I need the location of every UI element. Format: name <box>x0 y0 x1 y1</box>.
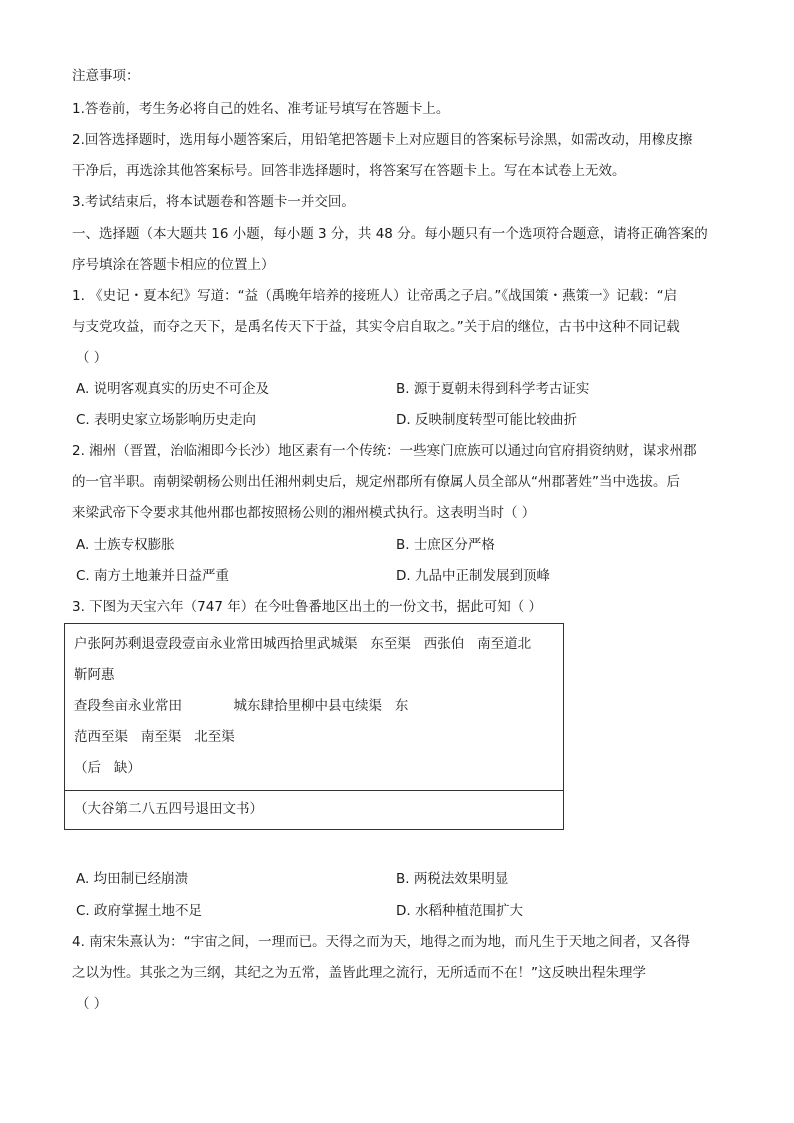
question-1-line-2: 与支党攻益，而夺之天下，是禹名传天下于益，其实令启自取之。”关于启的继位，古书中这种不同记载 <box>72 319 680 335</box>
document-line-5: （后 缺） <box>74 760 141 776</box>
question-2-option-a: A. 士族专权膨胀 <box>76 537 175 553</box>
note-item-1: 1.答卷前，考生务必将自己的姓名、准考证号填写在答题卡上。 <box>72 101 450 117</box>
question-1-option-d: D. 反映制度转型可能比较曲折 <box>396 412 577 428</box>
question-2-line-2: 的一官半职。南朝梁朝杨公则出任湘州刺史后，规定州郡所有僚属人员全部从“州郡著姓”当中选拔。后 <box>72 474 680 490</box>
document-line-3: 查段叁亩永业常田 城东肆拾里柳中县屯续渠 东 <box>74 698 409 714</box>
question-4-line-2: 之以为性。其张之为三纲，其纪之为五常，盖皆此理之流行，无所适而不在！”这反映出程朱理学 <box>72 965 646 981</box>
note-item-3: 3.考试结束后，将本试题卷和答题卡一并交回。 <box>72 194 355 210</box>
question-3-option-a: A. 均田制已经崩溃 <box>76 871 189 887</box>
question-1-option-a: A. 说明客观真实的历史不可企及 <box>76 381 270 397</box>
question-2-line-3: 来梁武帝下令要求其他州郡也都按照杨公则的湘州模式执行。这表明当时（ ） <box>72 505 536 521</box>
question-3-line-1: 3. 下图为天宝六年（747 年）在今吐鲁番地区出土的一份文书，据此可知（ ） <box>72 599 543 615</box>
question-4-line-1: 4. 南宋朱熹认为：“宇宙之间，一理而已。天得之而为天，地得之而为地，而凡生于天地之间者，又各得 <box>72 934 691 950</box>
question-2-option-d: D. 九品中正制发展到顶峰 <box>396 568 550 584</box>
document-box <box>64 623 564 830</box>
document-caption: （大谷第二八五四号退田文书） <box>74 801 263 817</box>
question-3-option-b: B. 两税法效果明显 <box>396 871 509 887</box>
note-item-2-line-2: 干净后，再选涂其他答案标号。回答非选择题时，将答案写在答题卡上。写在本试卷上无效。 <box>72 163 626 179</box>
question-2-option-b: B. 士庶区分严格 <box>396 537 495 553</box>
document-divider <box>65 790 563 791</box>
question-2-line-1: 2. 湘州（晋置，治临湘即今长沙）地区素有一个传统：一些寒门庶族可以通过向官府捐资纳财，谋求州郡 <box>72 443 697 459</box>
question-1-option-c: C. 表明史家立场影响历史走向 <box>76 412 257 428</box>
document-line-2: 靳阿惠 <box>74 667 115 683</box>
question-1-option-b: B. 源于夏朝未得到科学考古证实 <box>396 381 590 397</box>
question-2-option-c: C. 南方土地兼并日益严重 <box>76 568 230 584</box>
document-line-4: 范西至渠 南至渠 北至渠 <box>74 729 235 745</box>
section-heading-line-1: 一、选择题（本大题共 16 小题，每小题 3 分，共 48 分。每小题只有一个选项符合题意，请将正确答案的 <box>72 226 708 242</box>
question-3-option-c: C. 政府掌握土地不足 <box>76 903 203 919</box>
question-1-blank: （ ） <box>76 350 108 366</box>
note-item-2-line-1: 2.回答选择题时，选用每小题答案后，用铅笔把答题卡上对应题目的答案标号涂黑，如需改动，用橡皮擦 <box>72 132 693 148</box>
question-1-line-1: 1. 《史记・夏本纪》写道：“益（禹晚年培养的接班人）让帝禹之子启。”《战国策・燕策一》记载：“启 <box>72 288 678 304</box>
section-heading-line-2: 序号填涂在答题卡相应的位置上） <box>72 257 275 273</box>
document-line-1: 户张阿苏剩退壹段壹亩永业常田城西拾里武城渠 东至渠 西张伯 南至道北 <box>74 636 532 652</box>
notes-heading: 注意事项： <box>72 68 140 84</box>
question-3-option-d: D. 水稻种植范围扩大 <box>396 903 523 919</box>
question-4-blank: （ ） <box>76 996 108 1012</box>
